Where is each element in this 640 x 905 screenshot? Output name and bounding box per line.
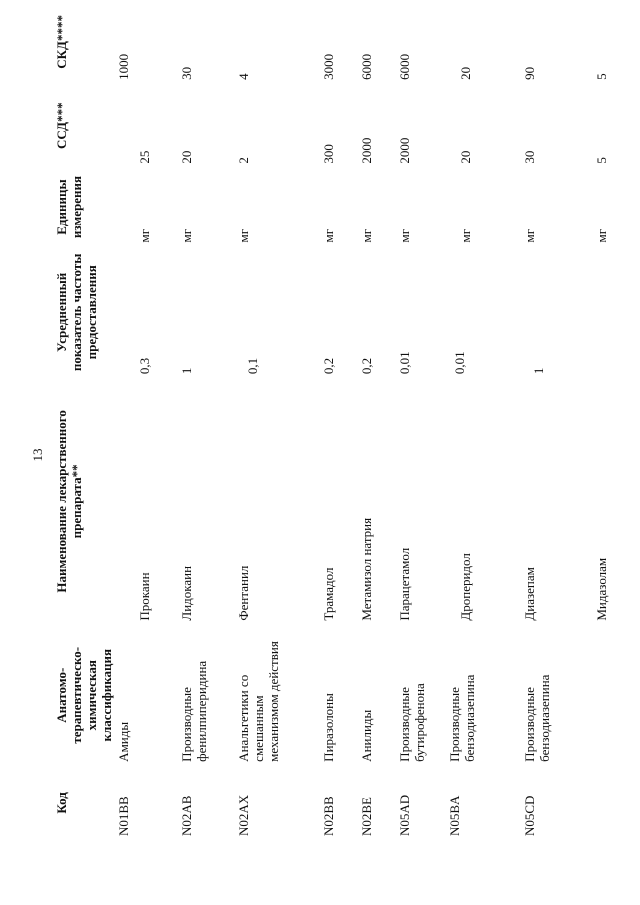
cell-ssd: 25 [137,150,152,164]
cell-code: N02BE [359,797,374,836]
table-row [584,0,610,840]
cell-atc: Пиразолоны [321,693,336,762]
cell-atc: Производные бутирофенона [397,683,427,762]
cell-drug: Трамадол [321,567,336,621]
table-row [446,0,521,840]
cell-ssd: 20 [458,150,473,164]
cell-code: N05AD [397,794,412,836]
cell-unit: мг [236,228,251,243]
cell-unit: мг [594,228,609,243]
table-row [521,0,584,840]
header-code: Код [54,792,69,814]
cell-code: N05CD [522,795,537,836]
cell-skd: 4 [236,73,251,80]
cell-frequency: 0,01 [397,351,412,375]
cell-drug: Диазепам [522,567,537,621]
cell-skd: 90 [522,66,537,80]
rotated-table-container [48,0,608,840]
cell-drug: Фентанил [236,565,251,621]
cell-code [584,766,610,840]
cell-atc: Производные бензодиазепина [522,674,552,762]
cell-skd: 3000 [321,53,336,80]
table-row [320,0,358,840]
cell-ssd: 2 [236,157,251,164]
header-units: Единицы измерения [54,175,84,239]
cell-unit: мг [321,228,336,243]
cell-drug: Метамизол натрия [359,517,374,621]
cell-frequency: 0,2 [359,357,374,375]
header-skd: СКД**** [54,15,69,69]
cell-atc [584,625,610,766]
table-row [358,0,396,840]
cell-code: N02BB [321,796,336,836]
cell-skd: 6000 [397,53,412,80]
page-number: 13 [30,448,45,462]
table-row [396,0,446,840]
table-row [178,0,235,840]
header-ssd: ССД*** [54,102,69,149]
cell-atc: Амиды [116,721,131,762]
cell-skd: 5 [594,73,609,80]
header-drug-name: Наименование лекарственного препарата** [54,410,84,593]
cell-frequency: 1 [179,367,194,375]
cell-frequency: 0,2 [321,357,336,375]
cell-drug: Дроперидол [458,553,473,621]
cell-ssd: 5 [594,157,609,164]
cell-unit: мг [359,228,374,243]
cell-frequency: 0,3 [137,357,152,375]
cell-ssd: 2000 [397,137,412,164]
cell-code: N05BA [447,795,462,836]
cell-ssd: 30 [522,150,537,164]
cell-frequency [584,247,610,379]
table-row [235,0,320,840]
cell-code: N02AX [236,794,251,836]
cell-unit: мг [397,228,412,243]
cell-skd: 20 [458,66,473,80]
cell-frequency: 0,1 [245,357,260,375]
cell-drug: Лидокаин [179,565,194,621]
cell-atc: Производные бензодиазепина [447,674,477,762]
cell-unit: мг [179,228,194,243]
cell-ssd: 300 [321,144,336,164]
cell-drug: Мидазолам [594,557,609,621]
cell-drug: Парацетамол [397,547,412,621]
cell-skd: 30 [179,66,194,80]
table-header-row [48,0,115,840]
cell-atc: Производные фенилпиперидина [179,660,209,762]
cell-frequency: 0,01 [452,351,467,375]
header-frequency: Усредненный показатель частоты предоставления [54,253,99,372]
cell-atc: Анальгетики со смешанным механизмом действия [236,641,281,762]
cell-atc: Анилиды [359,709,374,762]
cell-ssd: 20 [179,150,194,164]
cell-unit: мг [522,228,537,243]
header-atc: Анатомо-терапевтическо-химическая классификация [54,646,114,744]
cell-skd: 6000 [359,53,374,80]
cell-skd: 1000 [116,53,131,80]
cell-code: N02AB [179,795,194,836]
cell-ssd: 2000 [359,137,374,164]
cell-unit: мг [458,228,473,243]
cell-code: N01BB [116,796,131,836]
cell-frequency: 1 [531,367,546,375]
table-row [115,0,178,840]
cell-unit: мг [137,228,152,243]
drug-table [48,0,610,840]
cell-drug: Прокаин [137,572,152,621]
